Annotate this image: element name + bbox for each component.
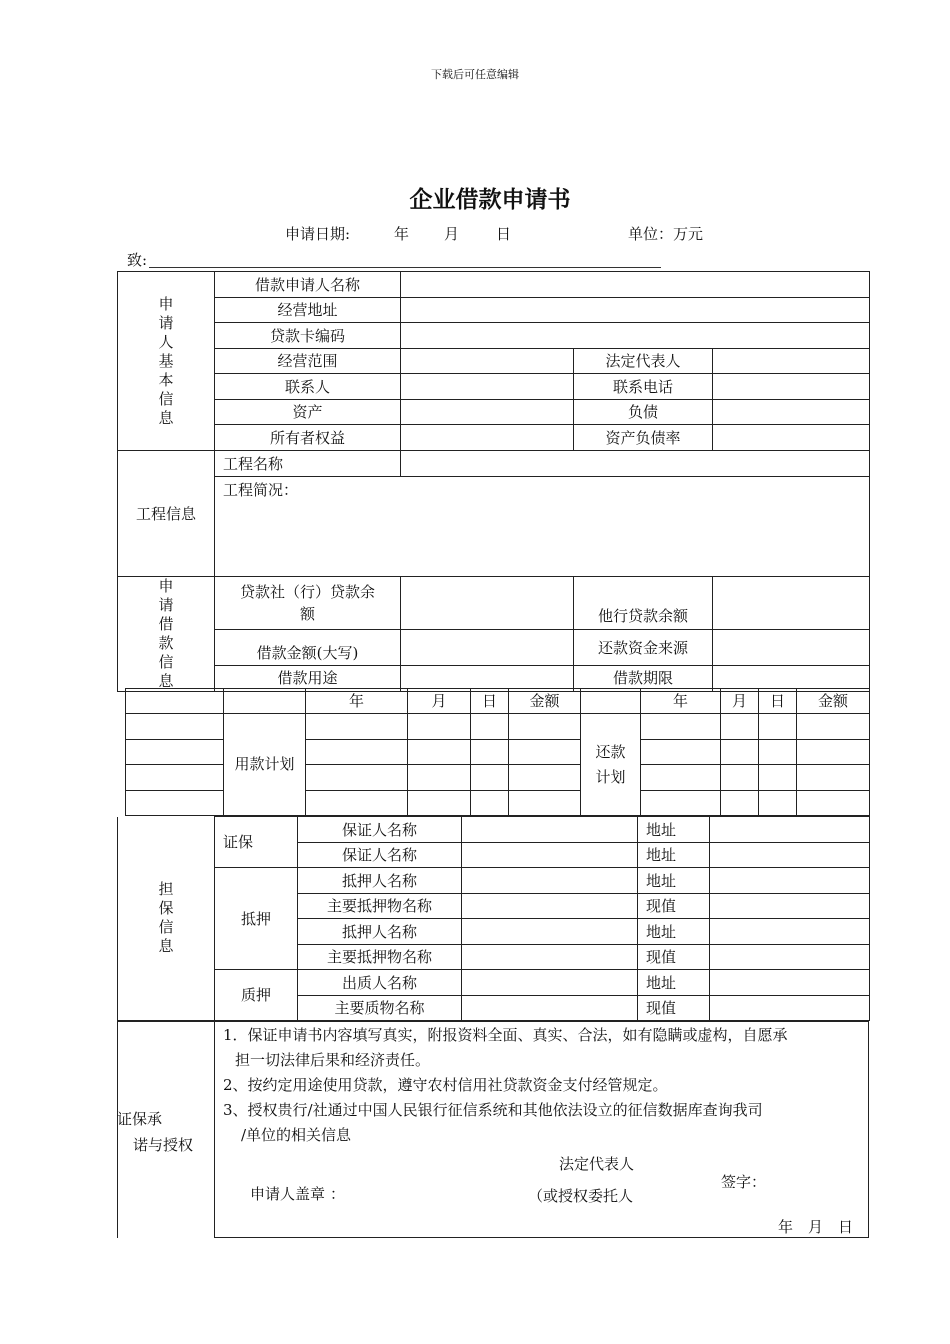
plan-cell[interactable] (126, 765, 224, 791)
plan-cell[interactable] (306, 740, 408, 765)
date-day: 日 (496, 225, 512, 243)
repay-day-header: 日 (759, 689, 797, 714)
address-label: 地址 (638, 843, 710, 868)
to-underline[interactable] (149, 267, 661, 268)
project-name-field[interactable] (401, 451, 870, 477)
address-field[interactable] (710, 970, 870, 996)
plan-cell[interactable] (641, 714, 721, 740)
pledge-item-label: 主要质物名称 (298, 996, 462, 1021)
unit-label: 单位：万元 (628, 225, 704, 243)
plan-cell[interactable] (721, 714, 759, 740)
address-label: 地址 (638, 817, 710, 843)
mortgage-item-field[interactable] (462, 894, 638, 919)
address-label: 地址 (638, 970, 710, 996)
plan-cell[interactable] (509, 740, 581, 765)
sign-date: 年 月 日 (778, 1218, 854, 1236)
surety-label: 证保 (215, 817, 298, 868)
pledgor-field[interactable] (462, 970, 638, 996)
project-section-label: 工程信息 (118, 451, 215, 577)
legal-rep-label: 法定代表人 (574, 349, 713, 374)
mortgagor-field[interactable] (462, 919, 638, 945)
liabilities-field[interactable] (713, 400, 870, 425)
mortgage-label: 抵押 (215, 868, 298, 970)
commitment-left-border (117, 1021, 118, 1238)
assets-field[interactable] (401, 400, 574, 425)
plan-cell[interactable] (581, 689, 641, 714)
address-field[interactable] (710, 919, 870, 945)
mortgagor-label: 抵押人名称 (298, 868, 462, 894)
value-field[interactable] (710, 996, 870, 1021)
guarantor-field[interactable] (462, 817, 638, 843)
date-month: 月 (444, 225, 460, 243)
project-summary-field[interactable] (215, 477, 870, 577)
guarantor-label: 保证人名称 (298, 843, 462, 868)
applicant-name-field[interactable] (401, 272, 870, 298)
plan-cell[interactable] (471, 740, 509, 765)
page-title: 企业借款申请书 (409, 186, 571, 213)
applicant-table (117, 271, 870, 692)
address-field[interactable] (710, 868, 870, 894)
repay-source-field[interactable] (713, 630, 870, 666)
authorized-label: （或授权委托人 (528, 1187, 634, 1205)
sign-label: 签字： (721, 1173, 767, 1191)
value-label: 现值 (638, 945, 710, 970)
plan-cell[interactable] (126, 791, 224, 816)
commitment-section-line1: 证保承 (117, 1110, 163, 1128)
header-note: 下载后可任意编辑 (431, 68, 519, 81)
plan-cell[interactable] (509, 791, 581, 816)
commitment-text (219, 1023, 867, 1148)
value-label: 现值 (638, 996, 710, 1021)
applicant-section-label: 申请人基本信息 (118, 272, 215, 451)
address-label: 地址 (638, 919, 710, 945)
ratio-field[interactable] (713, 425, 870, 451)
card-field[interactable] (401, 323, 870, 349)
plan-cell[interactable] (797, 740, 870, 765)
loan-balance-label: 贷款社（行）贷款余 额 (215, 577, 401, 630)
plan-cell[interactable] (721, 740, 759, 765)
phone-field[interactable] (713, 374, 870, 400)
plan-cell[interactable] (797, 765, 870, 791)
other-balance-field[interactable] (713, 577, 870, 630)
commitment-top-border (117, 1021, 869, 1022)
commitment-item3-cont: /单位的相关信息 (241, 1126, 352, 1144)
card-label: 贷款卡编码 (215, 323, 401, 349)
mortgage-item-label: 主要抵押物名称 (298, 945, 462, 970)
plan-cell[interactable] (408, 791, 471, 816)
loan-section-label: 申请借款信息 (118, 577, 215, 692)
term-label: 借款期限 (574, 665, 713, 691)
mortgagor-field[interactable] (462, 868, 638, 894)
plan-cell[interactable] (641, 791, 721, 816)
phone-label: 联系电话 (574, 374, 713, 400)
scope-label: 经营范围 (215, 349, 401, 374)
commitment-item1-cont: 担一切法律后果和经济责任。 (235, 1051, 431, 1069)
use-month-header: 月 (408, 689, 471, 714)
plan-cell[interactable] (721, 765, 759, 791)
mortgagor-label: 抵押人名称 (298, 919, 462, 945)
use-year-header: 年 (306, 689, 408, 714)
date-year: 年 (394, 225, 410, 243)
plan-cell[interactable] (641, 740, 721, 765)
commitment-section-line2: 诺与授权 (133, 1136, 194, 1154)
value-field[interactable] (710, 945, 870, 970)
address-label: 经营地址 (215, 298, 401, 323)
repay-amount-header: 金额 (797, 689, 870, 714)
repay-year-header: 年 (641, 689, 721, 714)
scope-field[interactable] (401, 349, 574, 374)
plan-cell[interactable] (759, 765, 797, 791)
plan-cell[interactable] (759, 791, 797, 816)
address-label: 地址 (638, 868, 710, 894)
purpose-label: 借款用途 (215, 665, 401, 691)
address-field[interactable] (710, 817, 870, 843)
applicant-seal-colon: ： (330, 1185, 346, 1203)
other-balance-label: 他行贷款余额 (574, 577, 713, 630)
address-field[interactable] (710, 843, 870, 868)
contact-label: 联系人 (215, 374, 401, 400)
legal-rep-field[interactable] (713, 349, 870, 374)
use-plan-label: 用款计划 (224, 714, 306, 816)
to-label: 致: (127, 251, 148, 269)
plan-cell[interactable] (408, 765, 471, 791)
use-amount-header: 金额 (509, 689, 581, 714)
plan-cell[interactable] (721, 791, 759, 816)
plan-cell[interactable] (306, 791, 408, 816)
plan-cell[interactable] (408, 714, 471, 740)
equity-field[interactable] (401, 425, 574, 451)
sign-legal-rep: 法定代表人 (559, 1155, 635, 1173)
equity-label: 所有者权益 (215, 425, 401, 451)
plan-cell[interactable] (797, 791, 870, 816)
guarantee-section-label: 担保信息 (118, 817, 215, 1021)
plan-cell[interactable] (471, 791, 509, 816)
contact-field[interactable] (401, 374, 574, 400)
repay-month-header: 月 (721, 689, 759, 714)
plan-cell[interactable] (126, 714, 224, 740)
project-summary-label: 工程简况： (223, 481, 299, 499)
ratio-label: 资产负债率 (574, 425, 713, 451)
repay-source-label: 还款资金来源 (574, 630, 713, 666)
plan-cell[interactable] (759, 740, 797, 765)
plan-cell[interactable] (509, 765, 581, 791)
guarantor-label: 保证人名称 (298, 817, 462, 843)
project-name-label: 工程名称 (215, 451, 401, 477)
guarantor-field[interactable] (462, 843, 638, 868)
address-field[interactable] (401, 298, 870, 323)
plan-table (125, 688, 870, 816)
plan-cell[interactable] (509, 714, 581, 740)
pledge-label: 质押 (215, 970, 298, 1021)
mortgage-item-field[interactable] (462, 945, 638, 970)
plan-cell[interactable] (797, 714, 870, 740)
plan-cell[interactable] (641, 765, 721, 791)
commitment-item1: 1．保证申请书内容填写真实，附报资料全面、真实、合法，如有隐瞒或虚构，自愿承 (223, 1026, 788, 1044)
use-day-header: 日 (471, 689, 509, 714)
plan-cell[interactable] (408, 740, 471, 765)
plan-cell[interactable] (759, 714, 797, 740)
repay-plan-label: 还款计划 (581, 714, 641, 816)
loan-balance-field[interactable] (401, 577, 574, 630)
assets-label: 资产 (215, 400, 401, 425)
commitment-item2: 2、按约定用途使用贷款，遵守农村信用社贷款资金支付经管规定。 (223, 1076, 668, 1094)
mortgage-item-label: 主要抵押物名称 (298, 894, 462, 919)
applicant-name-label: 借款申请人名称 (215, 272, 401, 298)
plan-cell[interactable] (126, 689, 224, 714)
plan-cell[interactable] (126, 740, 224, 765)
pledgor-label: 出质人名称 (298, 970, 462, 996)
liabilities-label: 负债 (574, 400, 713, 425)
guarantee-table (117, 816, 870, 1021)
plan-cell[interactable] (471, 714, 509, 740)
loan-amount-field[interactable] (401, 630, 574, 666)
value-field[interactable] (710, 894, 870, 919)
commitment-item3: 3、授权贵行/社通过中国人民银行征信系统和其他依法设立的征信数据库查询我司 (223, 1101, 763, 1119)
plan-cell[interactable] (306, 765, 408, 791)
value-label: 现值 (638, 894, 710, 919)
date-label: 申请日期: (285, 225, 351, 243)
applicant-seal-label: 申请人盖章 (250, 1185, 326, 1203)
plan-cell[interactable] (224, 689, 306, 714)
pledge-item-field[interactable] (462, 996, 638, 1021)
plan-cell[interactable] (471, 765, 509, 791)
loan-amount-label: 借款金额(大写) (215, 630, 401, 666)
plan-cell[interactable] (306, 714, 408, 740)
